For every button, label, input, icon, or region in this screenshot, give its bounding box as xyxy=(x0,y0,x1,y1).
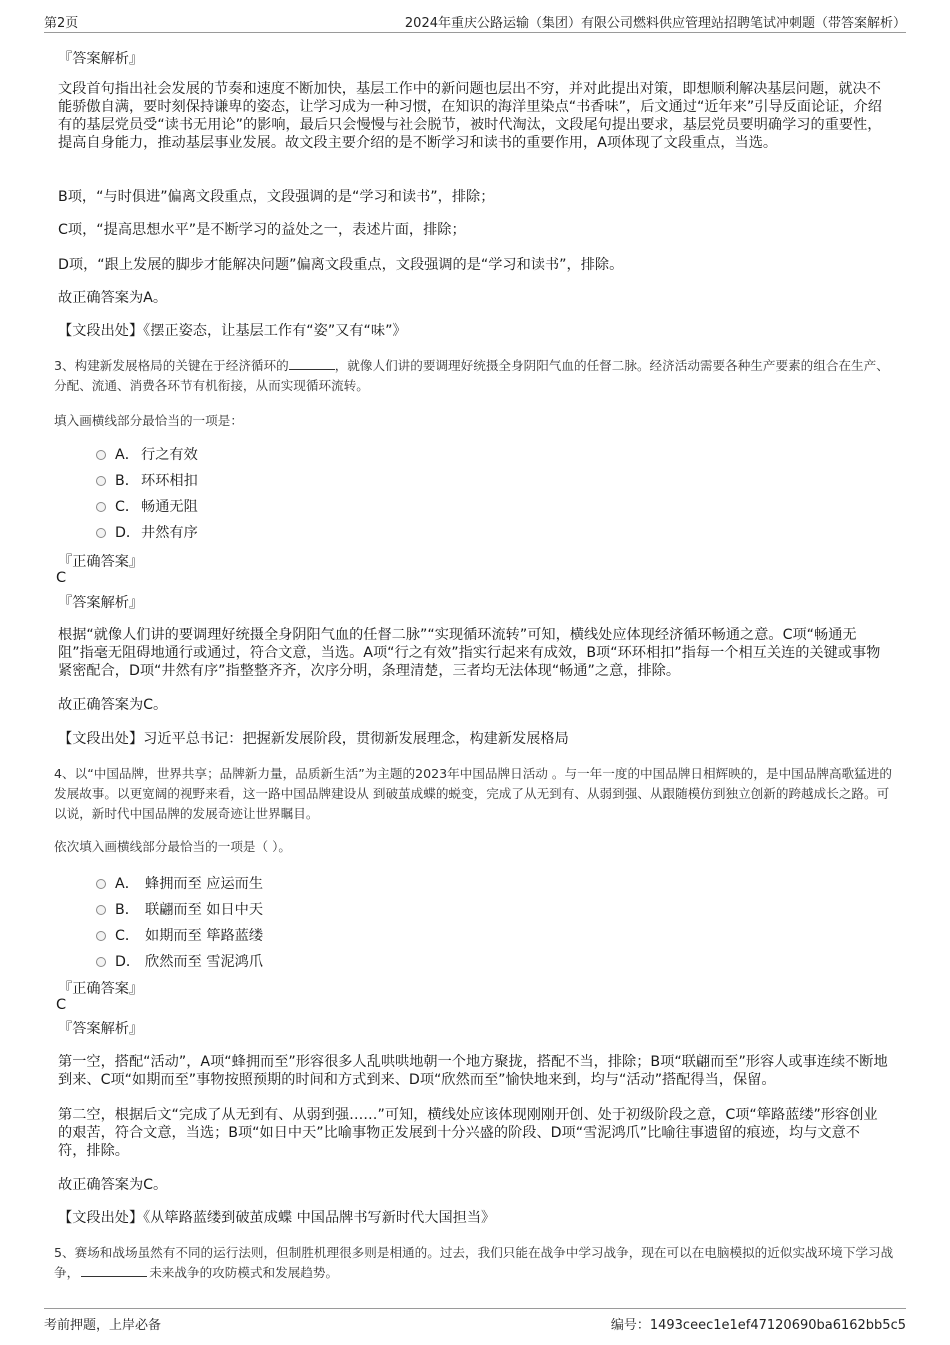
radio-icon[interactable] xyxy=(96,931,106,941)
page-header xyxy=(0,0,950,34)
question-4-text: 4、以“中国品牌，世界共享；品牌新力量，品质新生活”为主题的2023年中国品牌日活动 。与一年一度的中国品牌日相辉映的，是中国品牌高歌猛进的发展故事。以更宽阔的视野来看，这一路中国品牌建设从 到破茧成蝶的蜕变，完成了从无到有、从弱到强、从跟随模仿到独立创新的跨越成长之路。可以说，新时代中国品牌的发展奇迹让世界瞩目。 xyxy=(54,766,892,821)
radio-icon[interactable] xyxy=(96,450,106,460)
conclusion: 故正确答案为A。 xyxy=(58,290,168,306)
radio-icon[interactable] xyxy=(96,528,106,538)
correct-answer-label: 『正确答案』 xyxy=(58,554,144,570)
question-3-prompt: 填入画横线部分最恰当的一项是： xyxy=(54,413,243,428)
source-citation: 【文段出处】《从筚路蓝缕到破茧成蝶 中国品牌书写新时代大国担当》 xyxy=(58,1210,496,1226)
source-citation: 【文段出处】习近平总书记：把握新发展阶段，贯彻新发展理念，构建新发展格局 xyxy=(58,731,569,747)
question-5-text: 5、赛场和战场虽然有不同的运行法则，但制胜机理很多则是相通的。过去，我们只能在战争中学习战争，现在可以在电脑模拟的近似实战环境下学习战争， 未来战争的攻防模式和发展趋势。 xyxy=(54,1245,894,1280)
fill-blank xyxy=(289,356,335,370)
document-code: 编号：1493ceec1e1ef47120690ba6162bb5c5 xyxy=(610,1318,906,1333)
footer-slogan: 考前押题，上岸必备 xyxy=(44,1318,162,1333)
source-citation: 【文段出处】《摆正姿态，让基层工作有“姿”又有“味”》 xyxy=(58,323,407,339)
radio-icon[interactable] xyxy=(96,957,106,967)
analysis-label: 『答案解析』 xyxy=(58,51,144,67)
page-number: 第2页 xyxy=(44,16,79,31)
radio-icon[interactable] xyxy=(96,905,106,915)
correct-answer: C xyxy=(56,570,67,586)
correct-answer: C xyxy=(56,997,67,1013)
analysis-paragraph: 第一空，搭配“活动”，A项“蜂拥而至”形容很多人乱哄哄地朝一个地方聚拢，搭配不当，排除；B项“联翩而至”形容人或事连续不断地到来、C项“如期而至”事物按照预期的时间和方式到来、D项“欣然而至”愉快地来到，均与“活动”搭配得当，保留。 xyxy=(58,1054,888,1088)
conclusion: 故正确答案为C。 xyxy=(58,1177,168,1193)
analysis-paragraph: 根据“就像人们讲的要调理好统摄全身阴阳气血的任督二脉”“实现循环流转”可知，横线处应体现经济循环畅通之意。C项“畅通无阻”指毫无阻碍地通行或通过，符合文意，当选。A项“行之有效”指实行起来有成效，B项“环环相扣”指每一个相互关连的关键或事物紧密配合，D项“井然有序”指整整齐齐，次序分明，条理清楚，三者均无法体现“畅通”之意，排除。 xyxy=(58,627,881,679)
footer-divider xyxy=(44,1308,906,1309)
analysis-paragraph: 第二空，根据后文“完成了从无到有、从弱到强……”可知，横线处应该体现刚刚开创、处于初级阶段之意，C项“筚路蓝缕”形容创业的艰苦，符合文意，当选；B项“如日中天”比喻事物正发展到十分兴盛的阶段、D项“雪泥鸿爪”比喻往事遗留的痕迹，均与文意不符，排除。 xyxy=(58,1107,878,1159)
analysis-paragraph: B项，“与时俱进”偏离文段重点，文段强调的是“学习和读书”，排除； xyxy=(58,189,495,205)
fill-blank xyxy=(81,1263,147,1277)
question-3-text: 3、构建新发展格局的关键在于经济循环的 ，就像人们讲的要调理好统摄全身阴阳气血的任督二脉。经济活动需要各种生产要素的组合在生产、分配、流通、消费各环节有机衔接，从而实现循环流转。 xyxy=(54,358,889,393)
document-title: 2024年重庆公路运输（集团）有限公司燃料供应管理站招聘笔试冲刺题（带答案解析） xyxy=(404,16,906,31)
radio-icon[interactable] xyxy=(96,502,106,512)
header-divider xyxy=(44,32,906,33)
conclusion: 故正确答案为C。 xyxy=(58,697,168,713)
correct-answer-label: 『正确答案』 xyxy=(58,981,144,997)
question-4-prompt: 依次填入画横线部分最恰当的一项是（ ）。 xyxy=(54,839,291,854)
analysis-paragraph: 文段首句指出社会发展的节奏和速度不断加快，基层工作中的新问题也层出不穷，并对此提出对策，即想顺利解决基层问题，就决不能骄傲自满，要时刻保持谦卑的姿态，让学习成为一种习惯，在知识的海洋里染点“书香味”，后文通过“近年来”引导反面论证，介绍有的基层党员受“读书无用论”的影响，最后只会慢慢与社会脱节，被时代淘汰，文段尾句提出要求，基层党员要明确学习的重要性，提高自身能力，推动基层事业发展。故文段主要介绍的是不断学习和读书的重要作用，A项体现了文段重点，当选。 xyxy=(58,81,882,151)
analysis-paragraph: D项，“跟上发展的脚步才能解决问题”偏离文段重点，文段强调的是“学习和读书”，排除。 xyxy=(58,257,624,273)
radio-icon[interactable] xyxy=(96,476,106,486)
analysis-label: 『答案解析』 xyxy=(58,595,144,611)
analysis-label: 『答案解析』 xyxy=(58,1021,144,1037)
analysis-paragraph: C项，“提高思想水平”是不断学习的益处之一，表述片面，排除； xyxy=(58,222,466,238)
radio-icon[interactable] xyxy=(96,879,106,889)
